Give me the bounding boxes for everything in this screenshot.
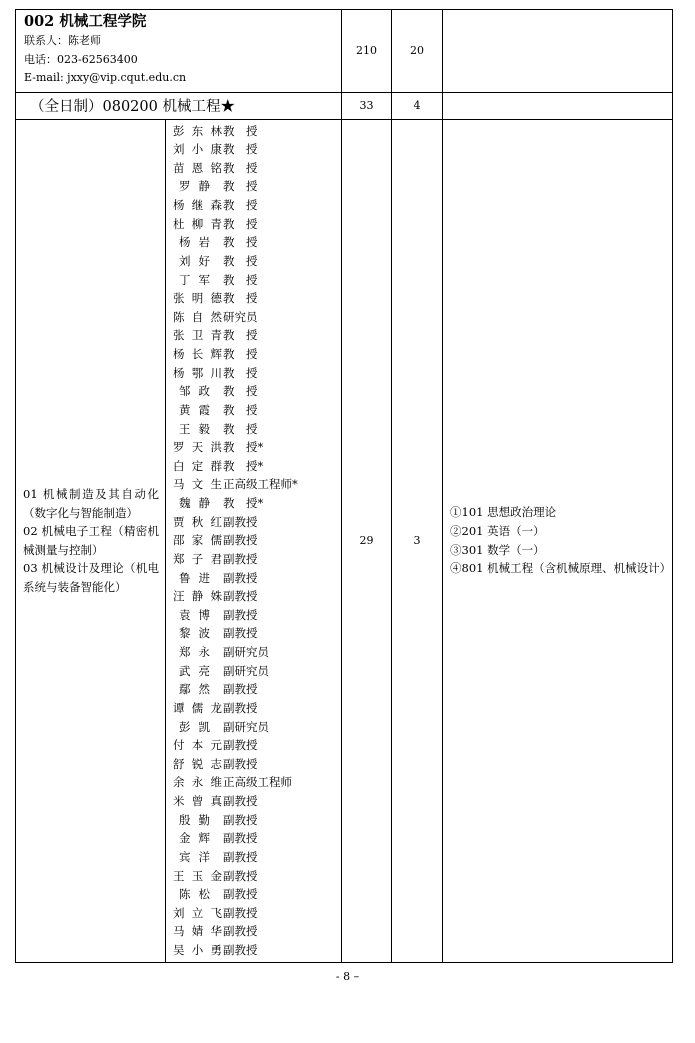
supervisor-name: 邵家儒 [173,533,222,548]
supervisor-title: 副研究员 [223,645,269,659]
supervisor-row [173,848,341,867]
supervisor-name: 陈自然 [173,309,222,324]
supervisor-row [173,736,341,755]
supervisor-name: 郑子君 [173,551,222,566]
supervisor-title: 副教授 [223,738,258,753]
supervisor-title: 副教授 [223,607,258,622]
supervisor-title: 副研究员 [223,663,269,678]
supervisor-row [173,308,341,327]
supervisor-row [173,271,341,290]
supervisor-name: 罗天洪 [173,440,222,455]
supervisor-title: 教 授 [223,198,258,212]
admissions-table [15,9,673,963]
supervisor-name: 鄢 然 [179,682,210,697]
supervisor-title: 教 授 [223,216,258,231]
supervisor-row [173,904,341,923]
supervisor-name: 郑 永 [179,645,210,659]
group-exempt: 3 [392,119,443,962]
supervisor-name: 苗恩铭 [173,160,222,175]
supervisor-title: 正高级工程师* [223,477,298,492]
supervisor-name: 汪静姝 [173,589,222,604]
direction-item: 03 机械设计及理论（机电系统与装备智能化） [23,561,159,594]
college-total-quota: 210 [342,10,392,93]
college-row [16,10,673,93]
supervisor-name: 魏 静 [179,496,210,510]
supervisor-title: 副研究员 [223,719,269,734]
supervisor-title: 教 授* [223,440,264,455]
supervisor-row [173,792,341,811]
supervisor-name: 陈 松 [179,887,210,902]
supervisor-row [173,494,341,513]
supervisor-row [173,569,341,588]
supervisor-name: 张卫青 [173,328,222,343]
supervisor-row [173,196,341,215]
research-directions [16,119,166,962]
supervisor-row [173,345,341,364]
supervisor-name: 刘小康 [173,142,222,157]
supervisor-row [173,215,341,234]
supervisor-row [173,662,341,681]
major-total-quota: 33 [342,92,392,119]
supervisor-row [173,867,341,886]
supervisor-row [173,941,341,960]
supervisor-row [173,531,341,550]
major-exam-cell [443,92,673,119]
supervisor-name: 杨长辉 [173,347,222,361]
supervisor-title: 副教授 [223,756,258,771]
supervisor-name: 鲁 进 [179,570,210,585]
supervisor-name: 殷 勤 [179,812,210,827]
supervisor-title: 副教授 [223,700,258,715]
supervisor-title: 研究员 [223,309,258,324]
supervisor-row [173,680,341,699]
exam-subject-item: ①101 思想政治理论 [450,505,557,520]
college-info-cell [16,10,342,93]
supervisor-row [173,289,341,308]
supervisor-title: 教 授 [223,272,258,287]
supervisor-title: 副教授 [223,626,258,641]
supervisor-title: 副教授 [223,905,258,920]
supervisor-title: 副教授 [223,514,258,529]
supervisor-name: 杨 岩 [179,235,210,250]
page-number: - 8 – [335,970,360,983]
supervisor-title: 教 授 [223,291,258,306]
supervisor-name: 吴小勇 [173,943,222,957]
college-name: 002 机械工程学院 [24,13,147,30]
supervisor-title: 教 授 [223,160,258,175]
supervisor-name: 武 亮 [179,663,210,678]
group-quota: 29 [342,119,392,962]
supervisor-name: 舒锐志 [173,756,222,771]
major-exempt-quota: 4 [392,92,443,119]
supervisor-name: 马文生 [173,477,222,492]
supervisor-row [173,773,341,792]
supervisor-row [173,140,341,159]
supervisor-title: 副教授 [223,533,258,548]
supervisor-title: 副教授 [223,849,258,864]
exam-subject-item: ③301 数学（一） [450,542,545,557]
supervisor-title: 教 授 [223,384,258,399]
supervisor-name: 杨继森 [173,198,222,212]
supervisor-name: 宾 洋 [179,849,210,864]
supervisor-row [173,252,341,271]
supervisor-title: 副教授 [223,812,258,827]
supervisor-row [173,606,341,625]
supervisor-row [173,755,341,774]
supervisor-list-body [173,120,341,962]
supervisor-name: 刘 好 [179,253,210,268]
supervisor-title: 教 授 [223,347,258,361]
group-row [16,119,673,962]
supervisor-row [173,382,341,401]
supervisor-name: 刘立飞 [173,905,222,920]
supervisor-name: 王玉金 [173,868,222,883]
supervisor-name: 罗 静 [179,179,210,194]
supervisor-title: 副教授 [223,887,258,902]
supervisor-title: 教 授 [223,421,258,436]
exam-subject-item: ④801 机械工程（含机械原理、机械设计） [450,561,672,576]
supervisor-title: 教 授 [223,365,258,380]
supervisor-name: 张明德 [173,291,222,306]
major-title: （全日制）080200 机械工程★ [16,92,342,119]
supervisor-name: 邹 政 [179,384,210,399]
supervisor-title: 副教授 [223,570,258,585]
supervisor-name: 彭 凯 [179,719,210,734]
supervisor-row [173,233,341,252]
supervisor-row [173,326,341,345]
supervisor-name: 马婧华 [173,924,222,939]
supervisor-row [173,885,341,904]
supervisor-name: 付本元 [173,738,222,753]
supervisor-name: 彭东林 [173,123,222,138]
supervisor-name: 余永维 [173,775,222,790]
supervisor-name: 黄 霞 [179,402,210,417]
supervisor-name: 王 毅 [179,421,210,436]
supervisor-name: 袁 博 [179,607,210,622]
supervisor-title: 教 授 [223,123,258,138]
supervisor-title: 教 授* [223,458,264,473]
supervisor-title: 副教授 [223,924,258,939]
supervisor-row [173,550,341,569]
college-phone: 电话：023-62563400 [24,52,138,66]
supervisor-row [173,122,341,141]
supervisor-row [173,587,341,606]
supervisor-row [173,643,341,662]
supervisor-row [173,811,341,830]
supervisor-row [173,922,341,941]
supervisor-title: 副教授 [223,682,258,697]
supervisor-row [173,513,341,532]
supervisor-row [173,475,341,494]
supervisor-title: 副教授 [223,943,258,957]
supervisor-title: 教 授 [223,179,258,194]
direction-item: 01 机械制造及其自动化（数字化与智能制造） [23,487,159,520]
supervisor-row [173,401,341,420]
supervisor-row [173,420,341,439]
supervisor-name: 杜柳青 [173,216,222,231]
college-exempt-quota: 20 [392,10,443,93]
supervisor-title: 正高级工程师 [223,775,292,790]
supervisor-name: 杨鄂川 [173,365,222,380]
exam-subject-item: ②201 英语（一） [450,523,545,538]
supervisor-name: 黎 波 [179,626,210,641]
supervisor-name: 丁 军 [179,272,210,287]
college-email: E-mail: jxxy@vip.cqut.edu.cn [24,71,187,84]
supervisor-title: 教 授 [223,253,258,268]
supervisor-title: 教 授 [223,142,258,157]
supervisor-name: 谭儒龙 [173,700,222,715]
supervisor-name: 米曾真 [173,794,222,808]
supervisor-name: 贾秋红 [173,514,222,529]
supervisor-title: 教 授* [223,496,264,510]
supervisor-title: 教 授 [223,235,258,250]
supervisor-row [173,364,341,383]
supervisor-row [173,624,341,643]
supervisor-name: 金 辉 [179,831,210,846]
supervisor-name: 白定群 [173,458,222,473]
supervisor-row [173,438,341,457]
supervisor-row [173,699,341,718]
supervisor-row [173,159,341,178]
supervisor-row [173,829,341,848]
supervisor-list [166,119,342,962]
supervisor-title: 副教授 [223,589,258,604]
supervisor-title: 教 授 [223,402,258,417]
supervisor-title: 副教授 [223,868,258,883]
supervisor-title: 副教授 [223,551,258,566]
exam-subjects [443,119,673,962]
direction-item: 02 机械电子工程（精密机械测量与控制） [23,524,159,557]
supervisor-row [173,177,341,196]
supervisor-title: 教 授 [223,328,258,343]
supervisor-row [173,457,341,476]
supervisor-title: 副教授 [223,794,258,808]
supervisor-row [173,718,341,737]
supervisor-title: 副教授 [223,831,258,846]
college-contact-person: 联系人：陈老师 [24,34,101,47]
college-exam-cell [443,10,673,93]
major-row [16,92,673,119]
